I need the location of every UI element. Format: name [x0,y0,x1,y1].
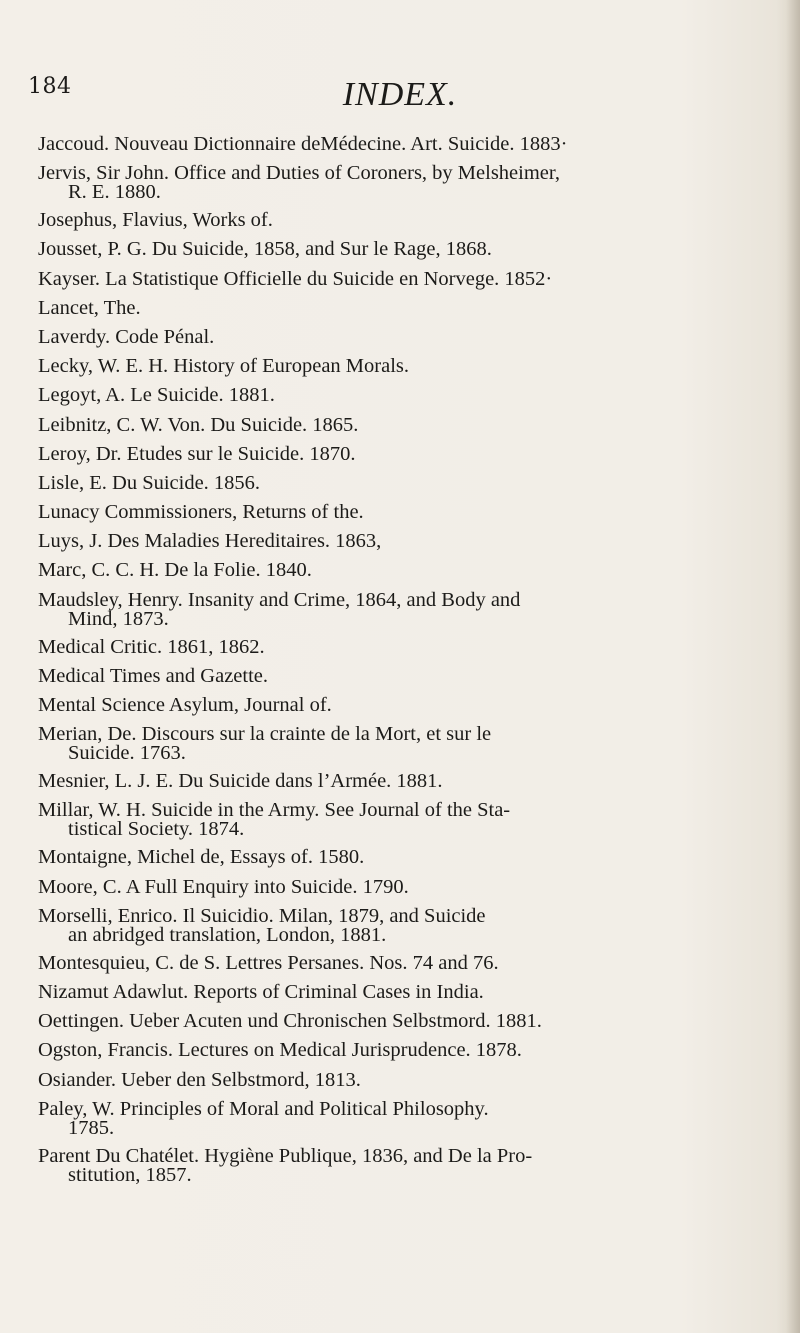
index-entry [38,469,783,498]
index-entry [38,556,783,585]
index-entry-continuation: R. E. 1880. [68,181,161,204]
index-entry [38,1142,783,1186]
index-entry-text: Morselli, Enrico. Il Suicidio. Milan, 1879, and Suicide [38,904,486,927]
index-entry-text: Luys, J. Des Maladies Hereditaires. 1863, [38,530,382,553]
index-entry [38,796,783,840]
index-entry-text: Lunacy Commissioners, Returns of the. [38,501,364,524]
index-entry-text: Leroy, Dr. Etudes sur le Suicide. 1870. [38,442,356,465]
index-entry [38,873,783,902]
index-entry-text: Paley, W. Principles of Moral and Political Philosophy. [38,1097,489,1120]
page-edge-shadow [786,0,800,1333]
index-entry-text: Oettingen. Ueber Acuten und Chronischen Selbstmord. 1881. [38,1010,542,1033]
index-entry [38,440,783,469]
index-entry [38,978,783,1007]
index-entry [38,265,783,294]
index-entry-text: Millar, W. H. Suicide in the Army. See Journal of the Sta- [38,799,511,822]
index-entry-text: Jousset, P. G. Du Suicide, 1858, and Sur le Rage, 1868. [38,238,492,261]
index-entry [38,294,783,323]
index-entry-text: Montesquieu, C. de S. Lettres Persanes. Nos. 74 and 76. [38,951,499,974]
index-entry-text: Leibnitz, C. W. Von. Du Suicide. 1865. [38,413,359,436]
index-entry-text: Medical Times and Gazette. [38,664,269,687]
index-entry [38,767,783,796]
index-entry [38,662,783,691]
index-entry-text: Nizamut Adawlut. Reports of Criminal Cases in India. [38,980,484,1003]
index-entry [38,902,783,946]
index-entry-continuation: tistical Society. 1874. [68,818,245,841]
index-entry-text: Merian, De. Discours sur la crainte de la Mort, et sur le [38,723,492,746]
index-entry [38,1036,783,1065]
index-entry-continuation: 1785. [68,1116,115,1139]
index-entry-text: Parent Du Chatélet. Hygiène Publique, 1836, and De la Pro- [38,1144,533,1167]
index-entry [38,949,783,978]
index-entry-text: Mental Science Asylum, Journal of. [38,694,332,716]
index-entry-text: Kayser. La Statistique Officielle du Suicide en Norvege. 1852· [38,267,553,290]
index-entry [38,1095,783,1139]
index-entry [38,843,783,872]
index-entry-continuation: stitution, 1857. [68,1163,192,1186]
index-entry-continuation: Mind, 1873. [68,607,169,630]
index-entry [38,633,783,662]
index-entry [38,498,783,527]
index-entry [38,1066,783,1095]
index-entry [38,352,783,381]
index-entry-text: Laverdy. Code Pénal. [38,325,215,348]
index-entry-continuation: Suicide. 1763. [68,742,186,765]
index-entry-text: Moore, C. A Full Enquiry into Suicide. 1790. [38,875,409,898]
index-entry [38,206,783,235]
index-entry-text: Mesnier, L. J. E. Du Suicide dans l’Armée. 1881. [38,770,443,793]
index-entry [38,235,783,264]
index-entry-text: Lisle, E. Du Suicide. 1856. [38,471,261,494]
index-entry [38,411,783,440]
index-entry-continuation: an abridged translation, London, 1881. [68,923,387,946]
index-entry-text: Osiander. Ueber den Selbstmord, 1813. [38,1068,361,1091]
index-entries [38,130,783,1189]
index-entry [38,691,783,720]
index-entry-text: Jaccoud. Nouveau Dictionnaire deMédecine. Art. Suicide. 1883· [38,133,568,155]
index-entry-text: Jervis, Sir John. Office and Duties of Coroners, by Melsheimer, [38,162,561,185]
index-entry-text: Maudsley, Henry. Insanity and Crime, 1864, and Body and [38,588,521,611]
index-entry [38,323,783,352]
index-entry [38,381,783,410]
index-entry-text: Lancet, The. [38,296,141,319]
index-entry [38,130,783,159]
index-entry [38,720,783,764]
index-entry-text: Ogston, Francis. Lectures on Medical Jurisprudence. 1878. [38,1039,522,1062]
running-head: INDEX. [342,76,458,113]
index-entry-text: Josephus, Flavius, Works of. [38,209,273,232]
index-entry-text: Marc, C. C. H. De la Folie. 1840. [38,559,312,582]
index-entry-text: Medical Critic. 1861, 1862. [38,635,265,658]
index-entry-text: Lecky, W. E. H. History of European Morals. [38,355,410,378]
index-entry-text: Legoyt, A. Le Suicide. 1881. [38,384,275,407]
index-entry [38,1007,783,1036]
index-entry-text: Montaigne, Michel de, Essays of. 1580. [38,846,365,869]
page-number: 184 [28,74,72,99]
index-entry [38,527,783,556]
index-entry [38,159,783,203]
index-entry [38,586,783,630]
